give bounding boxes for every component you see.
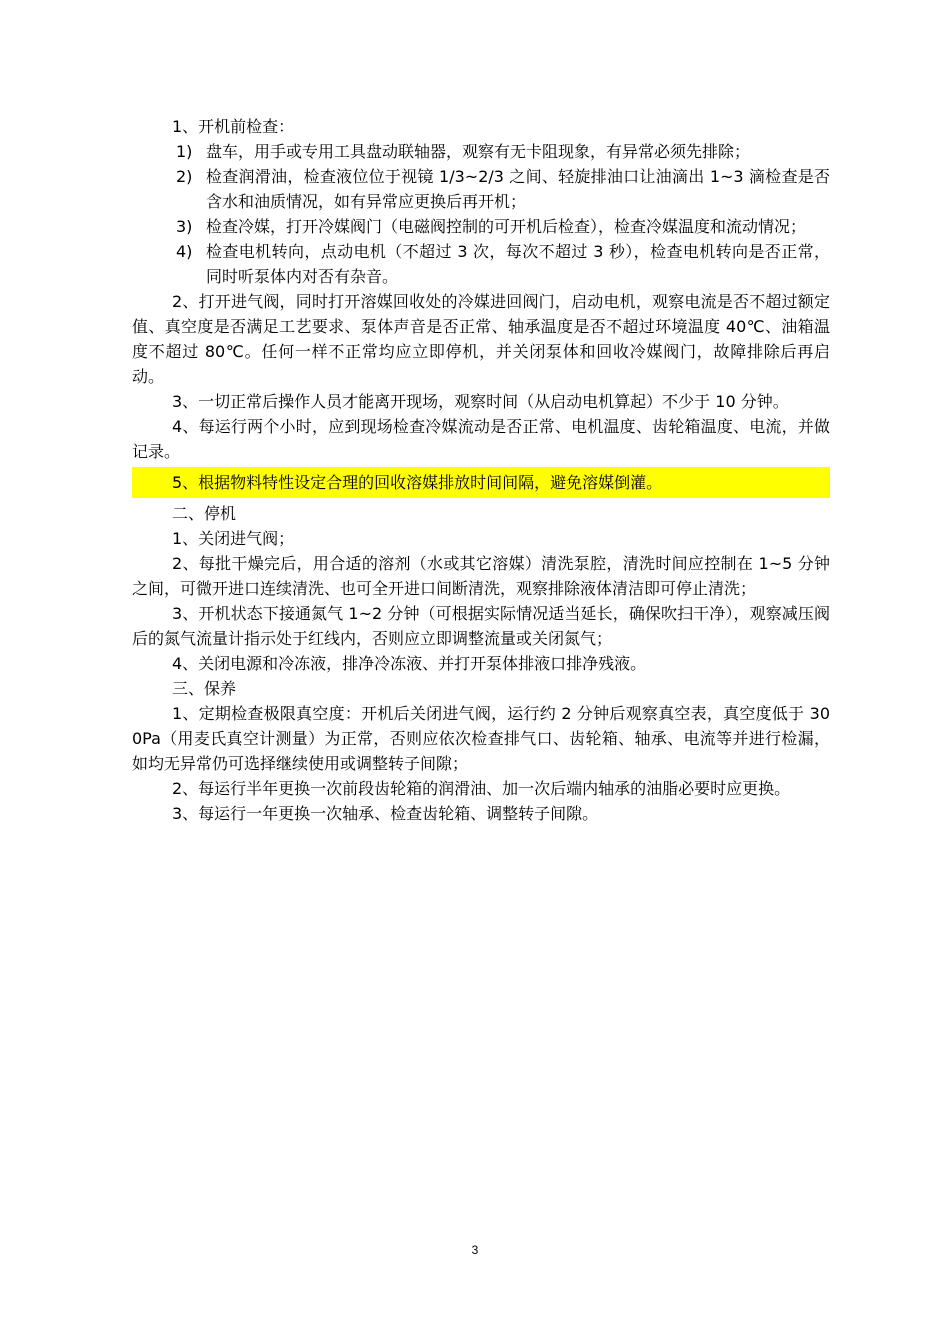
shutdown-heading: 二、停机 — [172, 504, 237, 523]
list-item-text: 检查电机转向，点动电机（不超过 3 次，每次不超过 3 秒），检查电机转向是否正常，同时听泵体内对否有杂音。 — [206, 242, 830, 286]
startup-step-2: 2、打开进气阀，同时打开溶媒回收处的冷媒进回阀门，启动电机，观察电流是否不超过额定值、真空度是否满足工艺要求、泵体声音是否正常、轴承温度是否不超过环境温度 40℃、油箱温度不超过 80℃。任何一样不正常均应立即停机，并关闭泵体和回收冷媒阀门，故障排除后再启动。 — [132, 292, 830, 386]
maintenance-step-3: 3、每运行一年更换一次轴承、检查齿轮箱、调整转子间隙。 — [172, 804, 599, 823]
startup-step-3: 3、一切正常后操作人员才能离开现场，观察时间（从启动电机算起）不少于 10 分钟。 — [172, 392, 789, 411]
list-item-text: 检查润滑油，检查液位位于视镜 1/3~2/3 之间、轻旋排油口让油滴出 1~3 滴检查是否含水和油质情况，如有异常应更换后再开机； — [206, 167, 830, 211]
list-item-text: 盘车，用手或专用工具盘动联轴器，观察有无卡阻现象，有异常必须先排除； — [206, 142, 751, 161]
shutdown-step-3: 3、开机状态下接通氮气 1~2 分钟（可根据实际情况适当延长，确保吹扫干净），观察减压阀后的氮气流量计指示处于红线内，否则应立即调整流量或关闭氮气； — [132, 604, 830, 648]
list-item-number: 4) — [176, 242, 193, 261]
startup-heading: 1、开机前检查： — [172, 117, 295, 136]
shutdown-step-2: 2、每批干燥完后，用合适的溶剂（水或其它溶媒）清洗泵腔，清洗时间应控制在 1~5 分钟之间，可微开进口连续清洗、也可全开进口间断清洗，观察排除液体清洁即可停止清洗； — [132, 554, 830, 598]
page-number: 3 — [471, 1243, 479, 1257]
list-item — [132, 164, 830, 214]
list-item — [132, 214, 830, 239]
maintenance-heading: 三、保养 — [172, 679, 237, 698]
document-body — [132, 114, 830, 826]
list-item — [132, 239, 830, 289]
list-item-text: 检查冷媒，打开冷媒阀门（电磁阀控制的可开机后检查），检查冷媒温度和流动情况； — [206, 217, 807, 236]
startup-step-4: 4、每运行两个小时，应到现场检查冷媒流动是否正常、电机温度、齿轮箱温度、电流，并做记录。 — [132, 417, 830, 461]
list-item-number: 3) — [176, 217, 193, 236]
maintenance-step-2: 2、每运行半年更换一次前段齿轮箱的润滑油、加一次后端内轴承的油脂必要时应更换。 — [172, 779, 791, 798]
maintenance-step-1: 1、定期检查极限真空度：开机后关闭进气阀，运行约 2 分钟后观察真空表，真空度低于 300Pa（用麦氏真空计测量）为正常，否则应依次检查排气口、齿轮箱、轴承、电流等并进行检漏，如均无异常仍可选择继续使用或调整转子间隙； — [132, 704, 830, 773]
startup-step-5-highlighted: 5、根据物料特性设定合理的回收溶媒排放时间间隔，避免溶媒倒灌。 — [132, 467, 830, 498]
list-item-number: 2) — [176, 167, 193, 186]
shutdown-step-1: 1、关闭进气阀； — [172, 529, 295, 548]
list-item-number: 1) — [176, 142, 193, 161]
list-item — [132, 139, 830, 164]
shutdown-step-4: 4、关闭电源和冷冻液，排净冷冻液、并打开泵体排液口排净残液。 — [172, 654, 647, 673]
